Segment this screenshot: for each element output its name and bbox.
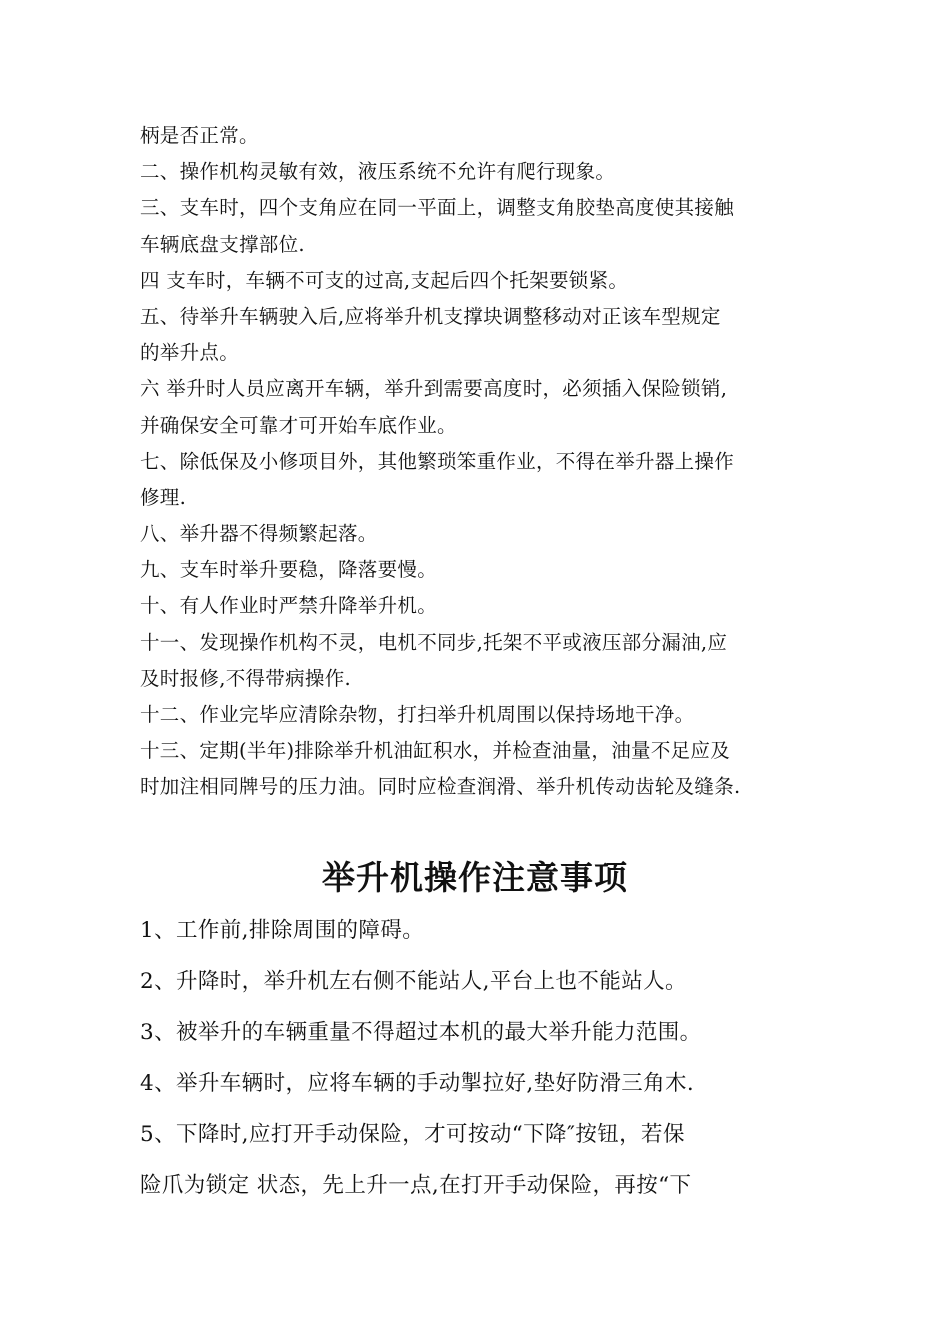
safety-rules-list (140, 118, 820, 806)
rule-line: 十一、发现操作机构不灵，电机不同步,托架不平或液压部分漏油,应 (140, 630, 728, 654)
rule-line: 修理. (140, 485, 187, 509)
rule-line: 四 支车时，车辆不可支的过高,支起后四个托架要锁紧。 (140, 268, 629, 292)
rule-line: 五、待举升车辆驶入后,应将举升机支撑块调整移动对正该车型规定 (140, 304, 721, 328)
precaution-line: 3、被举升的车辆重量不得超过本机的最大举升能力范围。 (140, 1020, 702, 1045)
rule-line: 柄是否正常。 (140, 124, 259, 147)
precautions-list (140, 905, 830, 1211)
rule-line: 三、支车时，四个支角应在同一平面上，调整支角胶垫高度使其接触 (140, 196, 735, 220)
rule-line: 十、有人作业时严禁升降举升机。 (140, 594, 438, 618)
rule-line: 时加注相同牌号的压力油。同时应检查润滑、举升机传动齿轮及缝条. (140, 775, 741, 799)
rule-line: 七、除低保及小修项目外，其他繁琐笨重作业，不得在举升器上操作 (140, 449, 735, 473)
rule-line: 八、举升器不得频繁起落。 (140, 522, 378, 546)
rule-line: 的举升点。 (140, 341, 240, 365)
rule-line: 十二、作业完毕应清除杂物，打扫举升机周围以保持场地干净。 (140, 703, 695, 726)
rule-line: 六 举升时人员应离开车辆，举升到需要高度时，必须插入保险锁销, (140, 377, 728, 401)
section-heading: 举升机操作注意事项 (322, 858, 628, 897)
precaution-line: 2、升降时，举升机左右侧不能站人,平台上也不能站人。 (140, 969, 687, 994)
precaution-line: 5、下降时,应打开手动保险，才可按动“下降″按钮，若保 (140, 1122, 685, 1147)
rule-line: 并确保安全可靠才可开始车底作业。 (140, 413, 457, 437)
rule-line: 及时报修,不得带病操作. (140, 666, 351, 690)
precaution-line: 险爪为锁定 状态，先上升一点,在打开手动保险，再按“下 (140, 1173, 692, 1198)
precaution-line: 4、举升车辆时，应将车辆的手动掣拉好,垫好防滑三角木. (140, 1071, 695, 1096)
rule-line: 十三、定期(半年)排除举升机油缸积水，并检查油量，油量不足应及 (140, 739, 731, 763)
rule-line: 九、支车时举升要稳，降落要慢。 (140, 558, 438, 582)
precaution-line: 1、工作前,排除周围的障碍。 (140, 918, 425, 943)
rule-line: 车辆底盘支撑部位. (140, 232, 305, 256)
rule-line: 二、操作机构灵敏有效，液压系统不允许有爬行现象。 (140, 160, 616, 184)
